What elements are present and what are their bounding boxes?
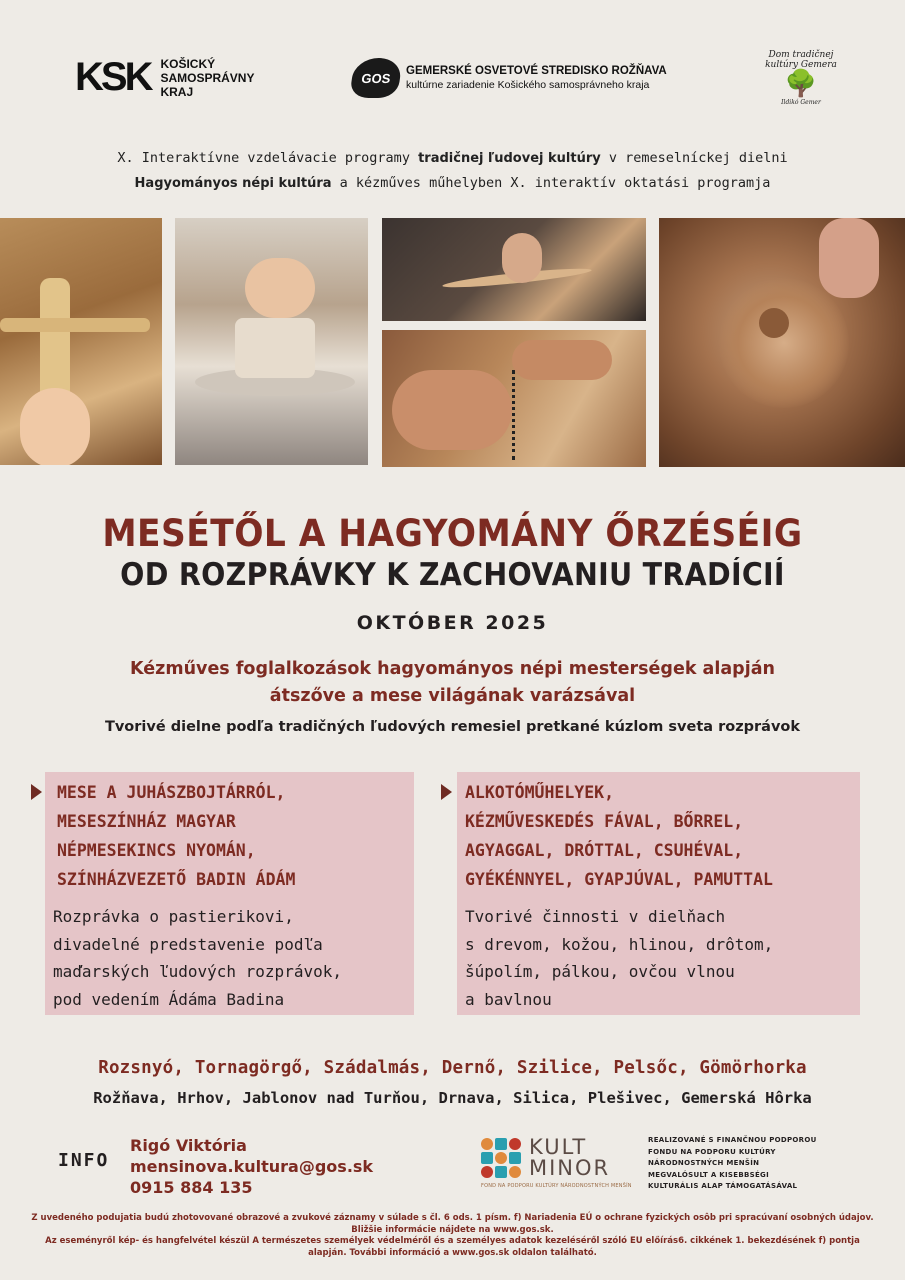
box2-title-line3: AGYAGGAL, DRÓTTAL, CSUHÉVAL, — [465, 841, 744, 860]
intro-line1-b: tradičnej ľudovej kultúry — [418, 151, 601, 166]
funding-line4: MEGVALÓSULT A KISEBBSÉGI — [648, 1170, 770, 1179]
intro-line1-c: v remeselníckej dielni — [600, 150, 788, 166]
photo-leather-craft — [175, 218, 368, 465]
mosaic-tile — [509, 1138, 521, 1150]
footer-line4: alapján. További információ a www.gos.sk oldalon található. — [308, 1247, 597, 1258]
ksk-logo — [75, 55, 254, 100]
mosaic-tile — [495, 1138, 507, 1150]
intro-line2-b: a kézműves műhelyben X. interaktív oktatási programja — [331, 175, 771, 191]
box1-body-line2: divadelné predstavenie podľa — [53, 934, 323, 954]
info-label: INFO — [58, 1150, 110, 1171]
ksk-line-1: KOŠICKÝ — [160, 56, 216, 71]
funding-line3: NÁRODNOSTNÝCH MENŠÍN — [648, 1159, 760, 1167]
mosaic-tile — [509, 1152, 521, 1164]
footer-line1: Z uvedeného podujatia budú zhotovované obrazové a zvukové záznamy v súlade s čl. 6 ods. 1 písm. f) Nariadenia EÚ o ochrane fyzických osôb pri spracúvaní osobných údajov. — [31, 1213, 874, 1223]
contact-name: Rigó Viktória — [130, 1136, 247, 1155]
subtitle-hu-line2: átszőve a mese világának varázsával — [269, 686, 636, 706]
intro-text — [0, 146, 905, 196]
funding-line2: FONDU NA PODPORU KULTÚRY — [648, 1147, 776, 1156]
subtitle-slovak: Tvorivé dielne podľa tradičných ľudových remesiel pretkané kúzlom sveta rozprávok — [104, 719, 801, 735]
footer-privacy-notice — [0, 1213, 905, 1259]
subtitle-hu-line1: Kézműves foglalkozások hagyományos népi mesterségek alapján — [130, 659, 775, 679]
gos-logo-mark: GOS — [349, 58, 403, 98]
box2-body-line2: s drevom, kožou, hlinou, drôtom, — [465, 934, 774, 954]
ksk-line-3: KRAJ — [160, 84, 194, 99]
contact-email[interactable]: mensinova.kultura@gos.sk — [130, 1157, 374, 1176]
photo-straw-doll — [0, 218, 162, 465]
mosaic-tile — [481, 1138, 493, 1150]
ksk-logo-mark: KSK — [75, 55, 151, 99]
program-box-theatre-title — [57, 778, 295, 894]
info-contact — [130, 1135, 373, 1198]
box2-body-line3: šúpolím, pálkou, ovčou vlnou — [465, 962, 735, 981]
box1-title-line2: MESESZÍNHÁZ MAGYAR — [57, 812, 236, 831]
tree-icon: 🌳 — [784, 69, 818, 99]
event-date: OKTÓBER 2025 — [356, 612, 549, 634]
mosaic-tile — [495, 1166, 507, 1178]
contact-phone[interactable]: 0915 884 135 — [130, 1178, 253, 1197]
kult-minor-line1: KULT — [529, 1135, 588, 1159]
intro-line2-a: Hagyományos népi kultúra — [134, 176, 332, 191]
box2-body-line4: a bavlnou — [465, 989, 552, 1009]
ksk-line-2: SAMOSPRÁVNY — [160, 70, 255, 85]
dom-tradicnej-kultury-logo — [764, 42, 838, 116]
towns-hungarian: Rozsnyó, Tornagörgő, Szádalmás, Dernő, Szilice, Pelsőc, Gömörhorka — [98, 1058, 807, 1078]
funding-note — [648, 1135, 817, 1193]
box2-title-line4: GYÉKÉNNYEL, GYAPJÚVAL, PAMUTTAL — [465, 870, 773, 889]
gos-subtitle: kultúrne zariadenie Košického samosprávneho kraja — [406, 79, 650, 91]
program-box-theatre-body — [53, 903, 342, 1013]
photo-wood-carving-bench — [382, 218, 646, 321]
dom-logo-ring-text: Dom tradičnej kultúry Gemera — [765, 50, 837, 70]
box2-title-line1: ALKOTÓMŰHELYEK, — [465, 783, 615, 802]
box1-title-line4: SZÍNHÁZVEZETŐ BADIN ÁDÁM — [57, 870, 296, 889]
box1-body-line4: pod vedením Ádáma Badina — [53, 989, 285, 1009]
box2-title-line2: KÉZMŰVESKEDÉS FÁVAL, BŐRREL, — [465, 812, 744, 831]
funding-line5: KULTURÁLIS ALAP TÁMOGATÁSÁVAL — [648, 1182, 798, 1190]
program-box-theatre — [45, 772, 414, 1015]
kult-minor-line2: MINOR — [529, 1156, 611, 1180]
box1-body-line3: maďarských ľudových rozprávok, — [53, 962, 342, 981]
kult-minor-logo — [481, 1137, 632, 1189]
program-box-workshops-title — [465, 778, 773, 894]
mosaic-tile — [509, 1166, 521, 1178]
funding-line1: REALIZOVANÉ S FINANČNOU PODPOROU — [648, 1136, 817, 1144]
arrow-bullet-icon — [441, 784, 452, 800]
gos-title: GEMERSKÉ OSVETOVÉ STREDISKO ROŽŇAVA — [406, 65, 667, 77]
mosaic-tile — [481, 1152, 493, 1164]
towns-slovak: Rožňava, Hrhov, Jablonov nad Turňou, Drnava, Silica, Plešivec, Gemerská Hôrka — [93, 1089, 812, 1107]
photo-carved-flower — [659, 218, 905, 467]
box2-body-line1: Tvorivé činnosti v dielňach — [465, 907, 726, 926]
kult-minor-tagline: FOND NA PODPORU KULTÚRY NÁRODNOSTNÝCH MENŠÍN — [481, 1183, 632, 1189]
photo-wire-work — [382, 330, 646, 467]
footer-line3: Az eseményről kép- és hangfelvétel készül A természetes személyek védelméről és a személyes adatok kezeléséről szóló EU előírás6. cikkének 1. bekezdésének f) pontja — [45, 1236, 860, 1246]
footer-line2: Bližšie informácie nájdete na www.gos.sk. — [351, 1224, 554, 1235]
title-hungarian: MESÉTŐL A HAGYOMÁNY ŐRZÉSÉIG — [102, 512, 803, 555]
gos-logo — [352, 58, 667, 98]
arrow-bullet-icon — [31, 784, 42, 800]
mosaic-tile — [481, 1166, 493, 1178]
kult-minor-mosaic-icon — [481, 1138, 521, 1178]
box1-title-line3: NÉPMESEKINCS NYOMÁN, — [57, 841, 256, 860]
subtitle-hungarian — [0, 656, 905, 710]
box1-title-line1: MESE A JUHÁSZBOJTÁRRÓL, — [57, 783, 286, 802]
mosaic-tile — [495, 1152, 507, 1164]
intro-line1-a: X. Interaktívne vzdelávacie programy — [117, 150, 419, 166]
program-box-workshops — [457, 772, 860, 1015]
title-slovak: OD ROZPRÁVKY K ZACHOVANIU TRADÍCIÍ — [120, 557, 785, 593]
box1-body-line1: Rozprávka o pastierikovi, — [53, 907, 294, 926]
ksk-logo-text — [160, 57, 254, 99]
dom-logo-sub-text: Ildikó Gemer — [781, 99, 821, 106]
program-box-workshops-body — [465, 903, 773, 1013]
